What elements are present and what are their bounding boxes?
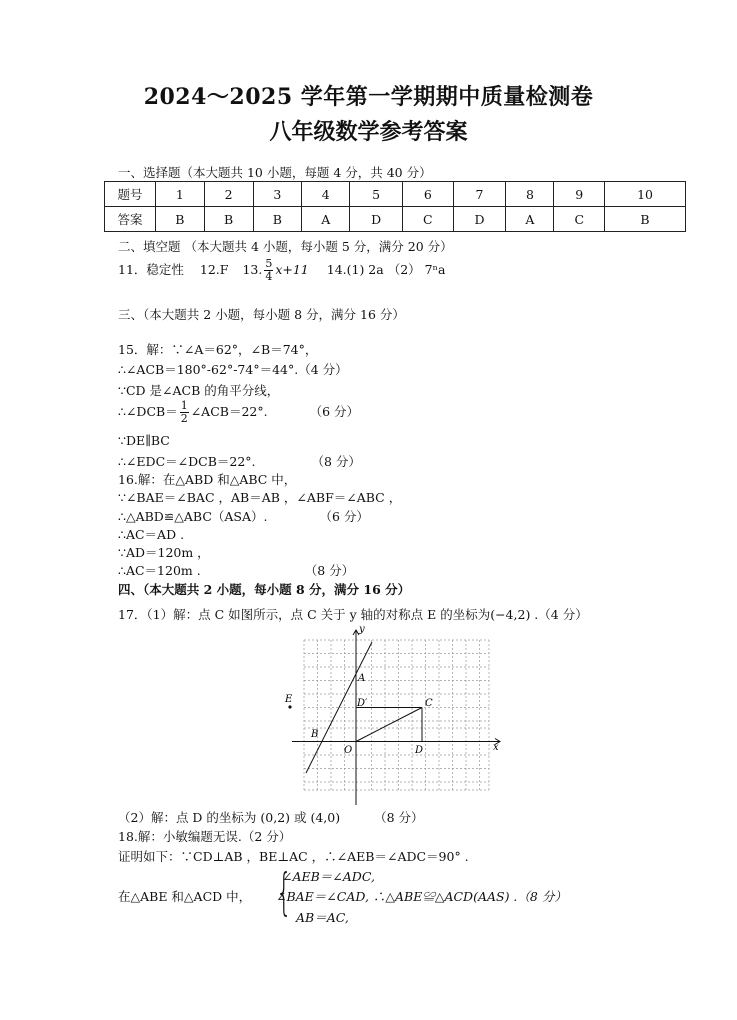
point-label-a: A (358, 673, 366, 684)
answer-11: 11．稳定性 (118, 262, 184, 277)
table-row-numbers (105, 182, 686, 207)
q15-line-4 (118, 400, 359, 425)
q16-score-6: （6 分） (319, 509, 369, 524)
q15-score-8: （8 分） (311, 454, 361, 469)
q16-line-4: ∴AC＝AD . (118, 527, 185, 542)
answer-table (104, 181, 686, 232)
q16-line-3 (118, 507, 369, 525)
q18-condition-1: ∠AEB＝∠ADC, (282, 869, 375, 884)
q18-condition-3: AB＝AC, (296, 910, 349, 925)
point-label-d: D (415, 745, 424, 756)
table-cell: B (605, 207, 686, 232)
fraction-denominator: 4 (265, 270, 273, 283)
fill-blank-answers (118, 258, 445, 283)
table-cell: B (156, 207, 205, 232)
q15-line-6-text: ∴∠EDC＝∠DCB＝22°. (118, 454, 256, 469)
q15-score-6: （6 分） (309, 404, 360, 419)
q18-line-2: 证明如下：∵CD⊥AB ，BE⊥AC ，∴∠AEB＝∠ADC＝90° . (118, 849, 469, 864)
table-cell: A (302, 207, 350, 232)
axis-label-x: x (493, 742, 499, 753)
axes (292, 630, 500, 805)
q16-line-3-text: ∴△ABD≌△ABC（ASA）. (118, 509, 268, 524)
fraction (264, 258, 273, 283)
q18-line-3: 在△ABE 和△ACD 中， (118, 889, 252, 904)
q15-line-4-suffix: ∠ACB＝22°. (190, 404, 268, 419)
q16-line-1: 16.解：在△ABD 和△ABC 中， (118, 472, 297, 487)
section3-heading: 三、（本大题共 2 小题，每小题 8 分，满分 16 分） (118, 307, 405, 322)
point-e-dot (288, 705, 291, 708)
origin-label-o: O (344, 745, 353, 756)
q15-line-2: ∴∠ACB＝180°-62°-74°＝44°.（4 分） (118, 362, 348, 377)
table-cell: C (403, 207, 454, 232)
fraction-numerator: 1 (180, 399, 188, 412)
q15-line-3: ∵CD 是∠ACB 的角平分线， (118, 383, 280, 398)
row-label-question: 题号 (105, 182, 156, 207)
table-cell: D (350, 207, 403, 232)
q16-line-2: ∵∠BAE＝∠BAC ，AB＝AB ，∠ABF＝∠ABC ， (118, 490, 402, 505)
point-label-e: E (285, 694, 293, 705)
point-label-c: C (425, 698, 433, 709)
coordinate-grid-figure (280, 620, 520, 820)
q18-line-1: 18.解：小敏编题无误.（2 分） (118, 829, 292, 844)
table-cell: 10 (605, 182, 686, 207)
q17-score-8: （8 分） (374, 810, 424, 825)
table-cell: 9 (554, 182, 605, 207)
grid-lines (304, 640, 489, 790)
fraction (180, 400, 189, 425)
brace-glyph: { (275, 863, 292, 921)
axis-label-y: y (359, 624, 365, 635)
answer-14: 14.(1) 2a （2） 7ⁿa (326, 262, 446, 277)
fraction-denominator: 2 (180, 412, 188, 425)
table-cell: 4 (302, 182, 350, 207)
section4-heading: 四、（本大题共 2 小题，每小题 8 分，满分 16 分） (118, 582, 411, 597)
q17-line-2-text: （2）解：点 D 的坐标为 (0,2) 或 (4,0) (118, 810, 341, 825)
table-cell: 6 (403, 182, 454, 207)
q17-line-2 (118, 808, 424, 826)
row-label-answer: 答案 (105, 207, 156, 232)
table-row-answers (105, 207, 686, 232)
answer-13-suffix: x+11 (275, 262, 309, 277)
table-cell: 7 (453, 182, 506, 207)
section1-heading: 一、选择题（本大题共 10 小题，每题 4 分，共 40 分） (118, 165, 432, 180)
q16-line-5: ∵AD＝120m ， (118, 545, 210, 560)
table-cell: A (506, 207, 554, 232)
q17-line-1: 17．（1）解：点 C 如图所示，点 C 关于 y 轴的对称点 E 的坐标为(−4,2) .（4 分） (118, 607, 588, 622)
table-cell: B (204, 207, 253, 232)
q15-line-5: ∵DE∥BC (118, 433, 170, 448)
table-cell: 3 (253, 182, 302, 207)
answer-12: 12.F (199, 262, 229, 277)
document-subtitle: 八年级数学参考答案 (269, 119, 468, 145)
table-cell: 5 (350, 182, 403, 207)
section2-heading: 二、填空题 （本大题共 4 小题，每小题 5 分，满分 20 分） (118, 239, 453, 254)
table-cell: 8 (506, 182, 554, 207)
answer-13-prefix: 13. (242, 262, 263, 277)
point-label-d-prime: D′ (357, 698, 368, 709)
point-label-b: B (311, 729, 319, 740)
table-cell: 1 (156, 182, 205, 207)
fraction-numerator: 5 (265, 257, 273, 270)
q16-line-6-text: ∴AC＝120m . (118, 563, 201, 578)
table-cell: C (554, 207, 605, 232)
table-cell: B (253, 207, 302, 232)
q15-line-1: 15．解：∵∠A＝62°，∠B＝74°， (118, 342, 318, 357)
table-cell: 2 (204, 182, 253, 207)
table-cell: D (453, 207, 506, 232)
q16-line-6 (118, 561, 354, 579)
q15-line-6 (118, 452, 361, 470)
q15-line-4-prefix: ∴∠DCB＝ (118, 404, 178, 419)
q16-score-8: （8 分） (304, 563, 355, 578)
document-title: 2024～2025 学年第一学期期中质量检测卷 (143, 84, 594, 110)
q18-condition-2: ∠BAE＝∠CAD, ∴△ABE≌△ACD(AAS) .（8 分） (276, 889, 567, 904)
